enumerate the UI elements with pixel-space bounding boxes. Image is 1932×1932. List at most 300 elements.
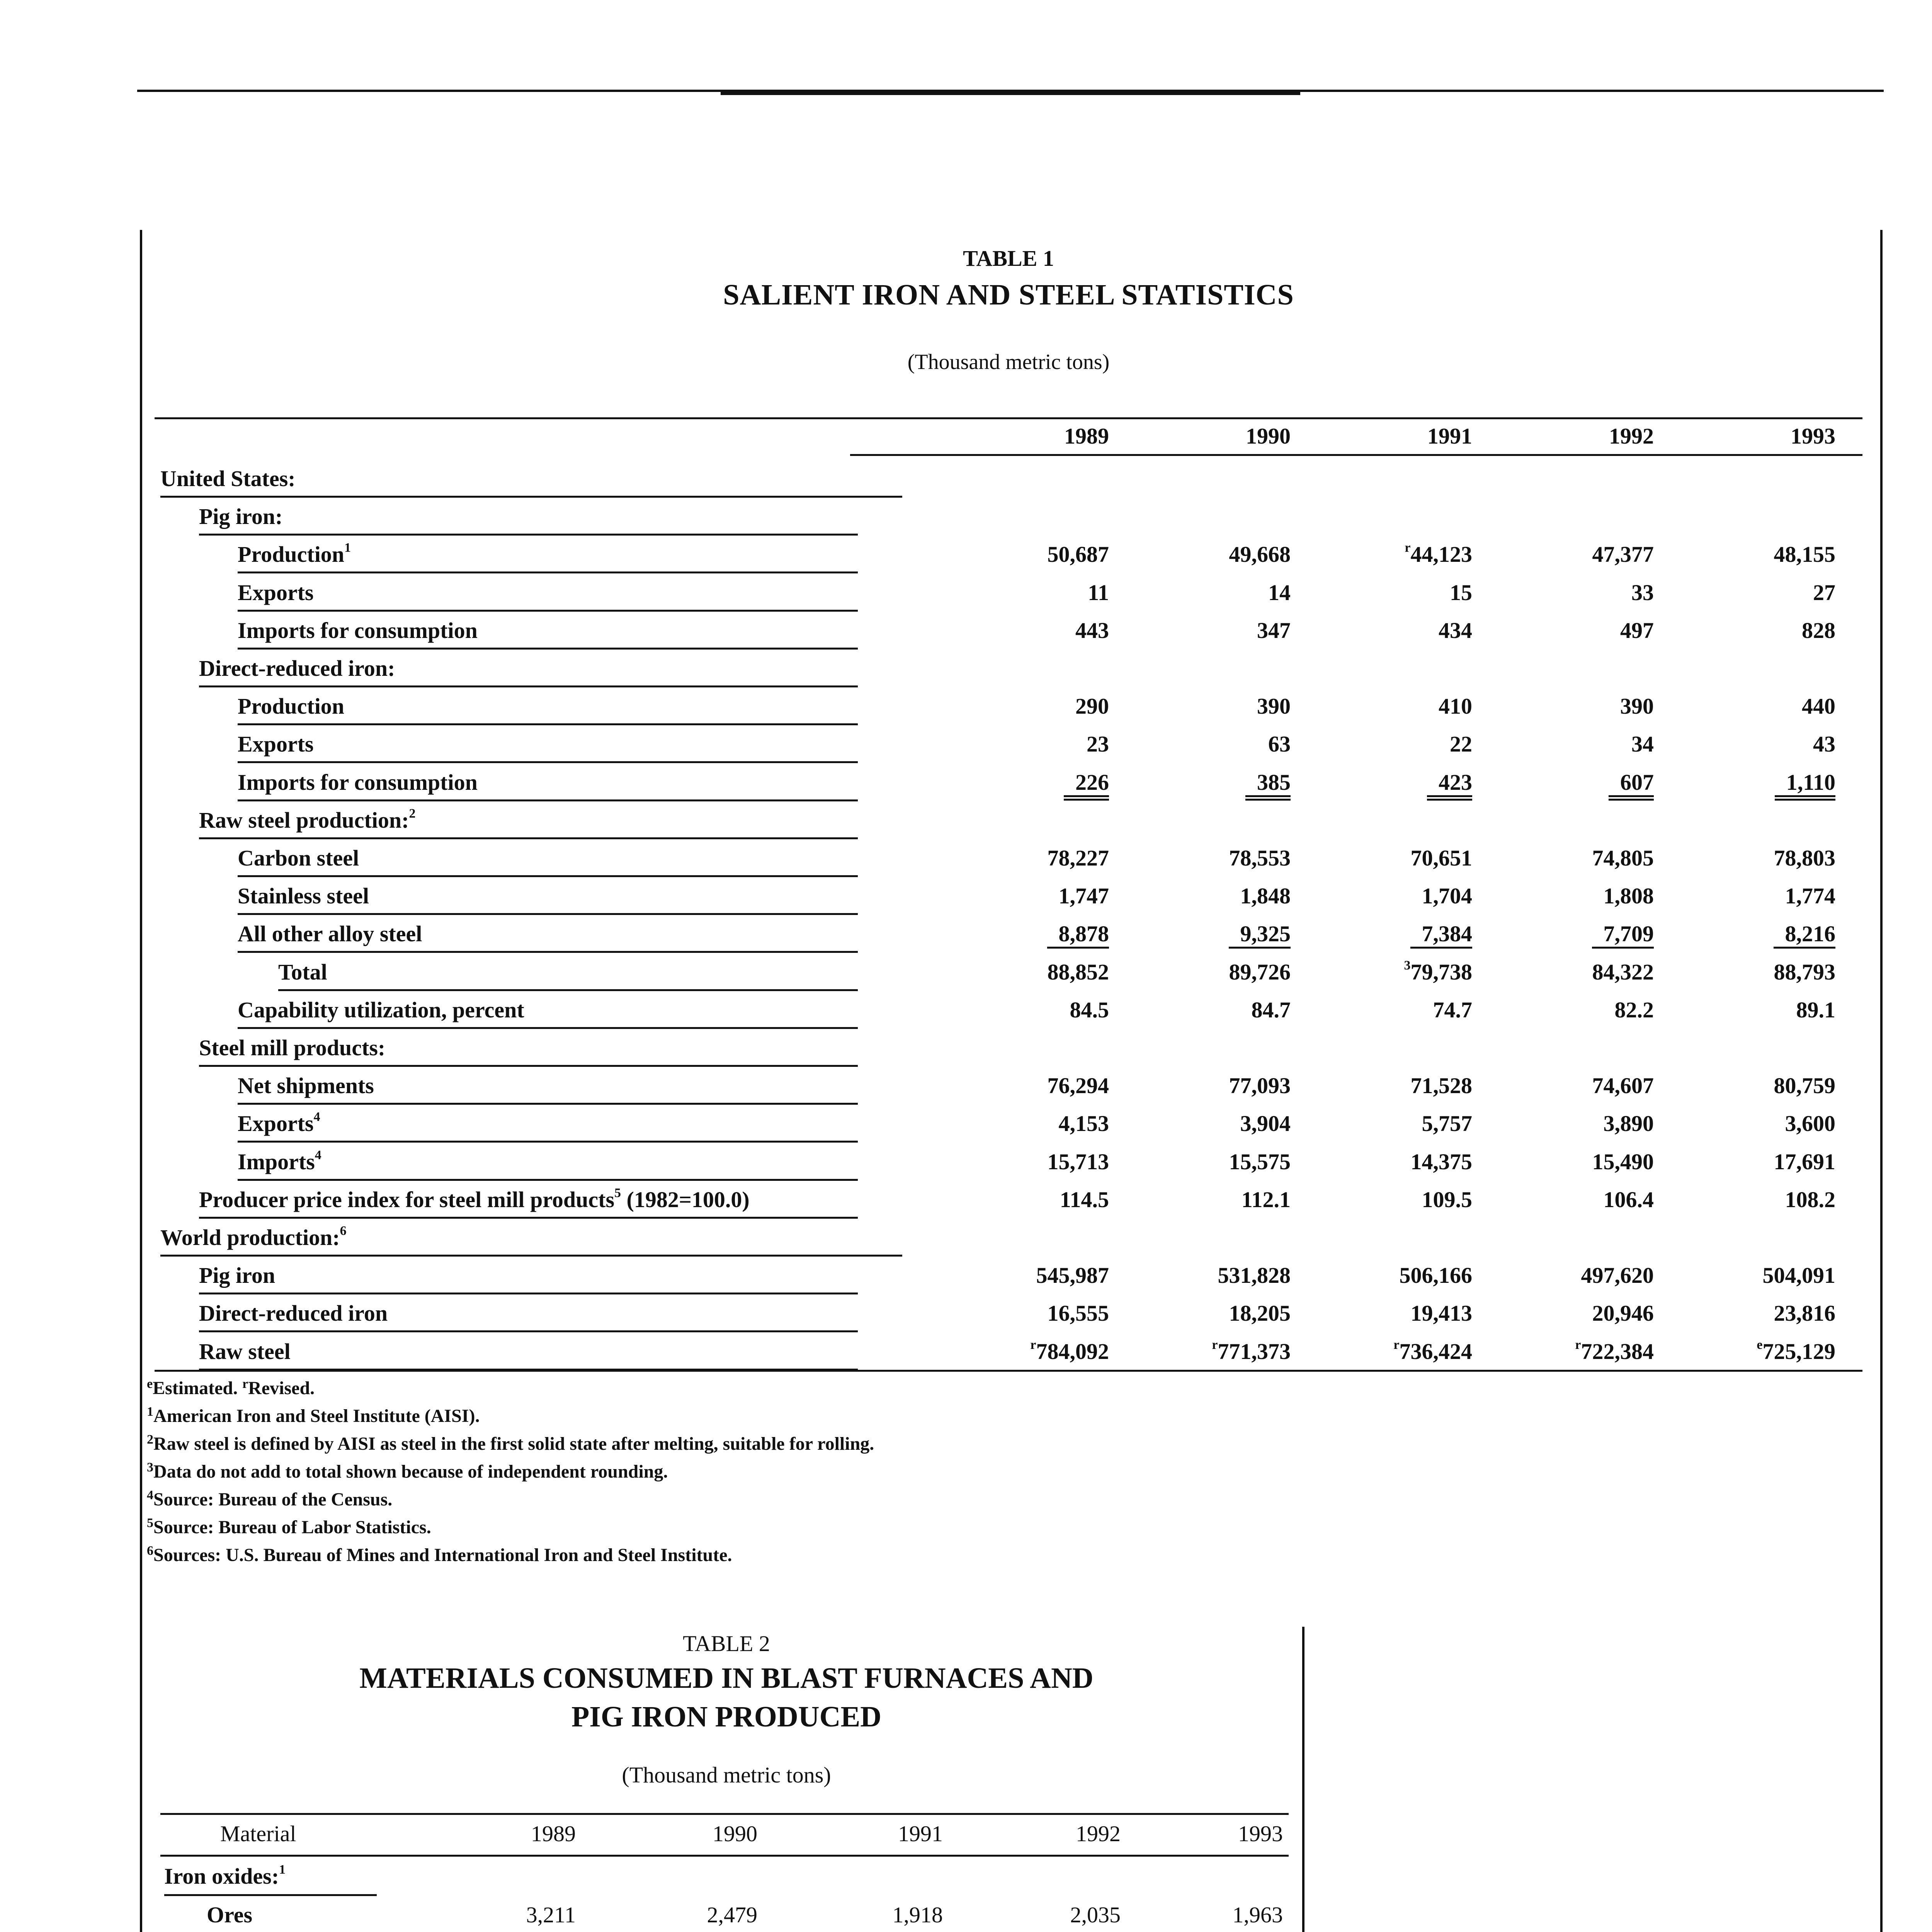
table1-cell: [1310, 1149, 1472, 1175]
table1-cell-value: [1257, 731, 1291, 757]
table1-cell-value: [1581, 959, 1654, 985]
table1-row-label: [199, 1338, 291, 1364]
table1-cell-text: 736,424: [1399, 1338, 1472, 1364]
table1-cell-text: 9,325: [1240, 921, 1291, 947]
table1-row-rule: [238, 1141, 858, 1143]
table2-title-line1: MATERIALS CONSUMED IN BLAST FURNACES AND: [359, 1662, 1094, 1694]
table1-cell: [1310, 1300, 1472, 1326]
table1-cell: [1492, 617, 1654, 643]
table1-cell: [1492, 693, 1654, 719]
table1-footnote-text: Sources: U.S. Bureau of Mines and International Iron and Steel Institute.: [153, 1545, 732, 1565]
table2-year-1990: 1990: [713, 1821, 757, 1846]
table1-row-label-suffix: (1982=100.0): [621, 1187, 750, 1212]
table1-cell-value: [1790, 617, 1835, 643]
table1-cell-value: [1229, 921, 1291, 949]
table1-cell: [1310, 1111, 1472, 1136]
table1-cell-value: [1047, 883, 1109, 909]
table1-cell-text: 8,878: [1058, 921, 1109, 947]
table1-row-label: [160, 1225, 347, 1250]
table1-cell: [1673, 1338, 1835, 1364]
table1-row-label: [238, 580, 314, 605]
table1-cell-value: [1025, 1262, 1109, 1288]
table1-cell-text: 15,490: [1592, 1149, 1654, 1174]
table1-cell-value: [1218, 959, 1291, 985]
table1-cell-text: 23,816: [1774, 1301, 1835, 1326]
table1-cell-text: 15,713: [1047, 1149, 1109, 1174]
table1-row-label: [238, 617, 478, 643]
table1-row-label-text: Stainless steel: [238, 883, 369, 909]
table1-cell-text: 390: [1620, 694, 1654, 719]
table2-cell-value: [511, 1902, 576, 1928]
table1-cell-value: [1240, 997, 1291, 1023]
table1-cell-value: [1410, 883, 1473, 909]
table1-cell-value: [1581, 1149, 1654, 1175]
table1-cell-text: 3,890: [1603, 1111, 1654, 1136]
table1-cell: [947, 1300, 1109, 1326]
table1-cell: [1492, 883, 1654, 909]
table1-row-rule: [238, 875, 858, 877]
table1-row-label: [238, 845, 359, 871]
table1-cell: [1492, 1149, 1654, 1175]
table2-row-label: [207, 1902, 252, 1928]
table1-cell-value: [1581, 845, 1654, 871]
table1-cell: [947, 1149, 1109, 1175]
table1-cell-value: [1206, 1262, 1291, 1288]
table1-row-rule: [199, 685, 858, 687]
table1-cell: [1492, 580, 1654, 605]
table1-cell-text: 22: [1450, 731, 1472, 757]
table1-footnote-mark: r: [242, 1377, 248, 1391]
table1-cell: [1128, 883, 1291, 909]
table1-row-label-text: Exports: [238, 731, 314, 757]
table1-cell: [1128, 617, 1291, 643]
table1-cell: [1673, 541, 1835, 567]
table1-cell: [1128, 1149, 1291, 1175]
table1-cell-value: [1775, 769, 1835, 801]
table1-cell-text: 347: [1257, 617, 1291, 643]
table2-cell: [974, 1902, 1121, 1928]
table1-cell-value: [1218, 1149, 1291, 1175]
table1-cell-value: [1245, 617, 1291, 643]
table1-cell: [1128, 1111, 1291, 1136]
table1-cell: [947, 959, 1109, 985]
table1-cell-value: [1229, 883, 1291, 909]
table1-cell: [1128, 1262, 1291, 1288]
table1-cell: [1673, 1262, 1835, 1288]
table1-footnote-text: Source: Bureau of the Census.: [153, 1489, 393, 1510]
table1-cell-value: [1036, 1073, 1109, 1099]
table1-cell-text: 14,375: [1410, 1149, 1472, 1174]
table1-cell-text: 76,294: [1047, 1073, 1109, 1099]
table1-row-rule: [238, 1027, 858, 1029]
table1-row-rule: [238, 648, 858, 650]
table1-cell-value: [1382, 1338, 1472, 1364]
table1-cell-value: [1762, 1149, 1836, 1175]
table1-cell-text: 71,528: [1410, 1073, 1472, 1099]
table1-cell-text: 82.2: [1614, 997, 1654, 1022]
table1-row-label-text: Raw steel production:: [199, 807, 409, 833]
table1-cell-text: 828: [1802, 617, 1835, 643]
table1-cell-text: 7,384: [1422, 921, 1472, 947]
table1-cell: [1673, 1111, 1835, 1136]
table1-cell-text: 607: [1620, 769, 1654, 795]
table1-cell-text: 545,987: [1036, 1263, 1109, 1288]
table1-cell-value: [1058, 997, 1109, 1023]
table1-cell-value: [1427, 617, 1472, 643]
table1-row-label: [199, 1035, 385, 1061]
table2-year-1991: 1991: [898, 1821, 943, 1846]
table1-cell-value: [1047, 921, 1109, 949]
table1-cell: [1673, 921, 1835, 949]
table1-cell-value: [1603, 997, 1654, 1023]
table1-cell-mark: r: [1393, 1337, 1400, 1352]
table1-cell-value: [1218, 1300, 1291, 1326]
table1-cell: [947, 731, 1109, 757]
table1-cell: [1310, 997, 1472, 1023]
table1-cell: [1492, 1187, 1654, 1213]
table1-footnote-mark: 5: [147, 1516, 153, 1530]
table1-cell: [947, 1338, 1109, 1364]
table2-row-label-text: Ores: [207, 1902, 253, 1927]
table1-cell: [1128, 997, 1291, 1023]
table1-cell-value: [1064, 617, 1109, 643]
table1-cell-value: [1592, 1187, 1654, 1213]
table1-row-label: [238, 883, 369, 909]
table1-cell-value: [1609, 617, 1654, 643]
table1-cell-text: 497: [1620, 617, 1654, 643]
table1-row-rule: [238, 799, 858, 801]
table1-bottom-rule: [155, 1370, 1862, 1372]
table1-footnote-text: Raw steel is defined by AISI as steel in the first solid state after melting, suitable for rolling.: [153, 1434, 874, 1454]
table1-cell-text: 504,091: [1762, 1263, 1835, 1288]
table1-row-label-text: Direct-reduced iron:: [199, 656, 395, 681]
table1-cell: [1673, 1187, 1835, 1213]
table2-row-label-text: Iron oxides:: [164, 1864, 279, 1889]
table1-cell-text: 497,620: [1581, 1263, 1654, 1288]
table1-cell-value: [1399, 1300, 1473, 1326]
table1-footnote-ref: 6: [340, 1224, 347, 1238]
table1-cell: [1128, 959, 1291, 985]
table1-cell-value: [1229, 1111, 1291, 1136]
table1-cell: [1128, 1338, 1291, 1364]
table1-row-label: [238, 731, 314, 757]
table1-cell-value: [1785, 997, 1836, 1023]
table1-cell: [1128, 693, 1291, 719]
table1-footnote-ref: 4: [315, 1148, 321, 1162]
table1-cell-value: [1581, 541, 1654, 567]
table1-cell-text: 8,216: [1785, 921, 1835, 947]
table1-footnote-mark: e: [147, 1377, 153, 1391]
table1-cell-value: [1399, 1073, 1473, 1099]
table2-row-label: [164, 1863, 286, 1889]
table1-cell: [947, 769, 1109, 801]
table1-cell-text: 1,774: [1785, 883, 1835, 909]
table2-cell-value: [1217, 1902, 1283, 1928]
table1-row-label-text: Net shipments: [238, 1073, 374, 1099]
table1-cell-value: [1751, 1262, 1836, 1288]
table1-row-label: [199, 503, 282, 529]
table1-cell-text: 108.2: [1785, 1187, 1835, 1212]
table1-cell-text: 63: [1268, 731, 1291, 757]
table1-label: TABLE 1: [963, 246, 1054, 271]
table1-cell-text: 106.4: [1603, 1187, 1654, 1212]
table1-cell-text: 17,691: [1774, 1149, 1835, 1174]
table1-cell: [1310, 1338, 1472, 1364]
table1-cell-text: 80,759: [1774, 1073, 1835, 1099]
table1-cell-text: 19,413: [1410, 1301, 1472, 1326]
table1-year-1990: 1990: [1246, 423, 1291, 449]
table1-title: SALIENT IRON AND STEEL STATISTICS: [723, 279, 1294, 311]
table1-cell-value: [1036, 1300, 1109, 1326]
table1-header-rule-bottom: [850, 454, 1862, 456]
table1-cell-text: 3,904: [1240, 1111, 1291, 1136]
table1-cell-text: 77,093: [1229, 1073, 1291, 1099]
table1-cell-text: 70,651: [1410, 845, 1472, 871]
table1-cell-text: 771,373: [1218, 1338, 1291, 1364]
table1-footnote: [147, 1517, 431, 1538]
table1-cell: [1673, 1300, 1835, 1326]
table2-title-line2: PIG IRON PRODUCED: [571, 1701, 882, 1733]
table1-cell: [947, 541, 1109, 567]
table1-row-rule: [238, 571, 858, 573]
table1-cell-value: [1048, 1187, 1109, 1213]
table1-cell-text: 44,123: [1410, 542, 1472, 567]
table1-footnote-mark: 3: [147, 1460, 153, 1475]
top-rule-thick: [721, 90, 1300, 95]
table2-year-1992: 1992: [1076, 1821, 1121, 1846]
table1-cell: [1492, 731, 1654, 757]
table1-footnote-ref: 5: [614, 1185, 621, 1200]
table1-row-label: [199, 655, 395, 681]
table1-cell-value: [1047, 1111, 1109, 1136]
table1-cell-value: [1019, 1338, 1109, 1364]
table1-row-label-text: Total: [278, 959, 327, 985]
table1-cell: [1310, 731, 1472, 757]
table1-footnote-mark: 1: [147, 1405, 153, 1419]
table2-cell-text: 2,035: [1070, 1902, 1121, 1927]
table1-cell-mark: r: [1030, 1337, 1036, 1352]
table1-cell-value: [1036, 959, 1109, 985]
table1-row-rule: [199, 1293, 858, 1294]
table1-cell: [947, 1073, 1109, 1099]
table2-cell-text: 3,211: [526, 1902, 576, 1927]
table1-cell-value: [1036, 1149, 1109, 1175]
table1-cell-value: [1581, 1300, 1654, 1326]
table1-cell-value: [1245, 693, 1291, 719]
table1-row-label: [238, 693, 344, 719]
table1-footnote-mark: 2: [147, 1432, 153, 1447]
table1-cell: [1492, 769, 1654, 801]
table1-footnote-ref: 1: [344, 541, 351, 555]
table1-cell-value: [1410, 1111, 1473, 1136]
table1-row-rule: [238, 761, 858, 763]
table1-cell-value: [1427, 693, 1472, 719]
table1-row-rule: [238, 913, 858, 915]
table1-cell-text: 440: [1802, 694, 1835, 719]
table1-row-rule: [160, 496, 902, 498]
table1-cell-value: [1064, 693, 1109, 719]
table1-row-rule: [238, 610, 858, 612]
table1-cell-mark: e: [1757, 1337, 1763, 1352]
table1-year-1991: 1991: [1427, 423, 1472, 449]
table2-header-rule-top: [160, 1813, 1289, 1815]
table1-cell-value: [1762, 845, 1836, 871]
table2-cell-value: [692, 1902, 758, 1928]
table1-cell-text: 33: [1631, 580, 1654, 605]
table1-cell-text: 49,668: [1229, 542, 1291, 567]
table1-cell-text: 390: [1257, 694, 1291, 719]
table1-cell-value: [1801, 580, 1835, 605]
table1-footnote-mark: 6: [147, 1544, 153, 1558]
table1-cell: [1673, 959, 1835, 985]
table1-cell-text: 88,793: [1774, 959, 1835, 985]
table1-cell-text: 84,322: [1592, 959, 1654, 985]
table1-cell-text: 78,803: [1774, 845, 1835, 871]
table1-cell-value: [1774, 1187, 1836, 1213]
table1-cell: [1128, 1187, 1291, 1213]
table1-cell: [1492, 845, 1654, 871]
table2-cell: [611, 1902, 757, 1928]
table1-footnote-text: Data do not add to total shown because of independent rounding.: [153, 1461, 668, 1482]
table1-cell-value: [1581, 1073, 1654, 1099]
table1-cell-text: 385: [1257, 769, 1291, 795]
table2-unit: (Thousand metric tons): [622, 1762, 831, 1787]
table2-cell-value: [1055, 1902, 1121, 1928]
table1-cell: [1310, 769, 1472, 801]
table1-cell-text: 434: [1439, 617, 1472, 643]
table1-cell-value: [1076, 580, 1109, 605]
table2-cell-value: [877, 1902, 943, 1928]
table1-cell-text: 78,553: [1229, 845, 1291, 871]
table1-row-label: [238, 997, 524, 1023]
table1-cell: [1128, 921, 1291, 949]
table1-cell-value: [1592, 921, 1654, 949]
table1-cell-text: 725,129: [1762, 1338, 1835, 1364]
table1-cell-value: [1774, 883, 1836, 909]
table1-cell-text: 1,110: [1786, 769, 1835, 795]
table1-row-label-text: United States:: [160, 466, 296, 491]
table1-cell-value: [1620, 731, 1654, 757]
table1-cell: [1492, 997, 1654, 1023]
table1-cell-value: [1218, 1073, 1291, 1099]
table1-footnote-mark: 4: [147, 1488, 153, 1502]
table1-cell-value: [1609, 693, 1654, 719]
table1-cell-text: 74,607: [1592, 1073, 1654, 1099]
table1-cell-text: 1,848: [1240, 883, 1291, 909]
table1-unit: (Thousand metric tons): [907, 350, 1110, 374]
table1-footnote-ref: 2: [409, 806, 416, 821]
table1-cell-value: [1393, 959, 1473, 985]
table1-cell: [1310, 883, 1472, 909]
table1-row-label-text: World production:: [160, 1225, 340, 1250]
table1-cell-text: 112.1: [1241, 1187, 1291, 1212]
table1-cell-value: [1218, 541, 1291, 567]
table1-row-rule: [199, 1330, 858, 1332]
table1-row-rule: [238, 723, 858, 725]
table1-year-1989: 1989: [1064, 423, 1109, 449]
table1-row-label-text: All other alloy steel: [238, 921, 422, 947]
table2-year-1989: 1989: [531, 1821, 576, 1846]
table1-cell-text: 20,946: [1592, 1301, 1654, 1326]
table1-cell-mark: r: [1575, 1337, 1581, 1352]
table1-cell: [1673, 693, 1835, 719]
table1-cell: [1673, 580, 1835, 605]
table1-cell-mark: r: [1212, 1337, 1218, 1352]
table1-row-label: [199, 1300, 388, 1326]
table1-year-1993: 1993: [1791, 423, 1835, 449]
table1-cell-text: 226: [1075, 769, 1109, 795]
table2-col-header: Material: [220, 1821, 296, 1846]
table2-label: TABLE 2: [683, 1631, 770, 1656]
table1-row-label: [238, 1149, 321, 1175]
table1-year-1992: 1992: [1609, 423, 1654, 449]
table1-cell-text: 114.5: [1060, 1187, 1109, 1212]
table1-cell-text: 50,687: [1047, 542, 1109, 567]
table1-row-label-text: Steel mill products:: [199, 1035, 386, 1060]
table1-cell-value: [1592, 883, 1654, 909]
table1-cell-value: [1218, 845, 1291, 871]
table1-cell-text: 7,709: [1603, 921, 1654, 947]
table1-row-label-text: Production: [238, 694, 345, 719]
table1-cell: [1310, 1187, 1472, 1213]
table1-cell-text: 89.1: [1796, 997, 1835, 1022]
table1-cell: [1492, 1262, 1654, 1288]
table1-row-rule: [199, 1217, 858, 1219]
table1-cell-text: 722,384: [1581, 1338, 1654, 1364]
table1-cell-value: [1592, 1111, 1654, 1136]
table1-cell: [1310, 1073, 1472, 1099]
table1-cell-value: [1200, 1338, 1291, 1364]
table1-cell-text: 3,600: [1785, 1111, 1835, 1136]
table1-cell: [1310, 1262, 1472, 1288]
table1-cell-text: 443: [1075, 617, 1109, 643]
table1-row-rule: [238, 951, 858, 953]
table1-cell: [1492, 1073, 1654, 1099]
table1-cell-value: [1762, 959, 1836, 985]
table1-cell: [1128, 769, 1291, 801]
table1-header-rule-top: [155, 417, 1862, 419]
table1-cell: [1310, 541, 1472, 567]
table1-row-rule: [199, 534, 858, 536]
table1-cell-text: 74.7: [1433, 997, 1472, 1022]
table1-cell-value: [1620, 580, 1654, 605]
table1-cell-value: [1230, 1187, 1291, 1213]
table1-cell-text: 84.5: [1070, 997, 1109, 1022]
table1-row-label: [238, 1073, 374, 1099]
table1-cell: [947, 1262, 1109, 1288]
table1-cell: [1128, 1300, 1291, 1326]
table1-cell: [1492, 959, 1654, 985]
table1-cell-text: 506,166: [1399, 1263, 1472, 1288]
table1-row-label-text: Direct-reduced iron: [199, 1301, 388, 1326]
table1-cell-text: 784,092: [1036, 1338, 1109, 1364]
table1-cell: [1492, 1300, 1654, 1326]
table2-row-rule: [164, 1894, 377, 1896]
table1-cell-text: 4,153: [1058, 1111, 1109, 1136]
table2-footnote-ref: 1: [279, 1862, 286, 1877]
table1-cell-value: [1563, 1338, 1654, 1364]
table1-cell-text: 423: [1439, 769, 1472, 795]
table1-cell-text: 84.7: [1251, 997, 1291, 1022]
table1-footnote-text: Estimated.: [153, 1378, 243, 1398]
table1-row-label-text: Production: [238, 542, 345, 567]
table1-row-rule: [199, 837, 858, 839]
table1-row-label-text: Raw steel: [199, 1338, 291, 1364]
table1-cell-mark: r: [1405, 541, 1411, 555]
table1-row-label: [238, 769, 478, 795]
table1-cell-value: [1790, 693, 1835, 719]
table1-row-label-text: Exports: [238, 1111, 314, 1136]
